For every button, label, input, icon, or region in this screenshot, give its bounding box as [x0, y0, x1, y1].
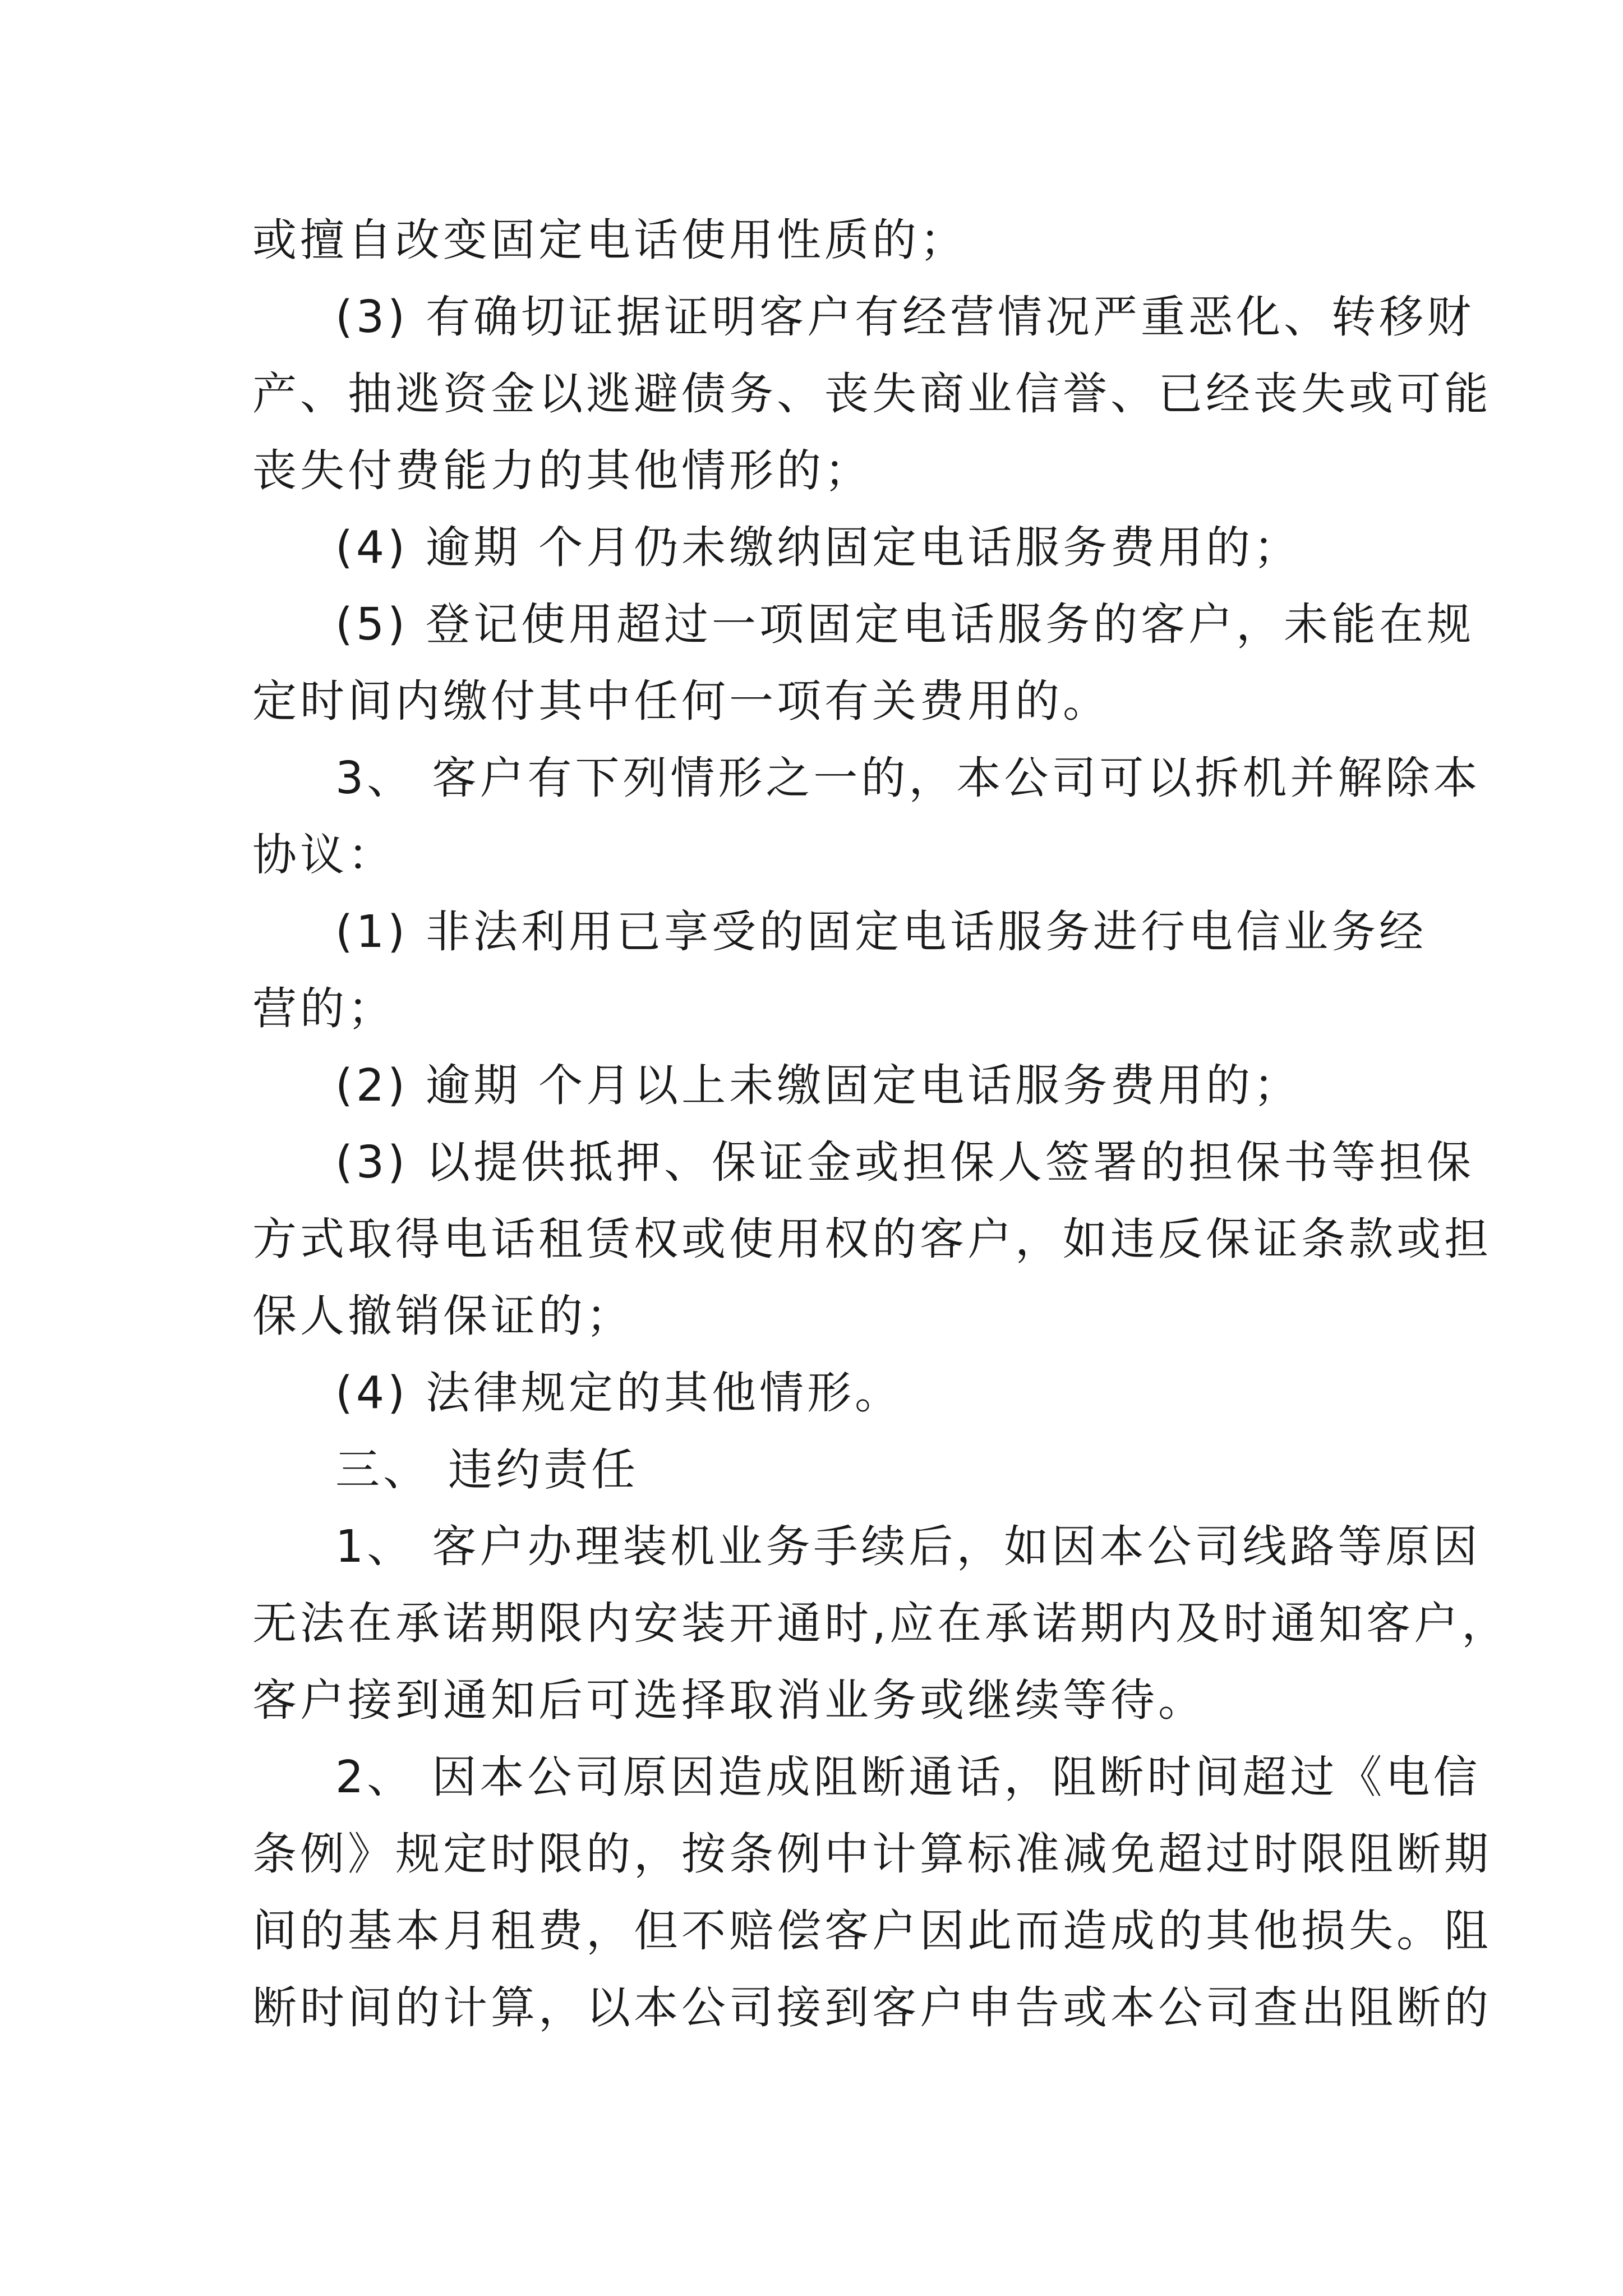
text-line: 客户接到通知后可选择取消业务或继续等待。: [252, 1674, 1206, 1726]
text-line: (5) 登记使用超过一项固定电话服务的客户，未能在规: [335, 599, 1475, 650]
text-line: 2、 因本公司原因造成阻断通话，阻断时间超过《电信: [335, 1751, 1481, 1803]
text-line: 断时间的计算，以本公司接到客户申告或本公司查出阻断的: [252, 1982, 1492, 2033]
text-line: (4) 逾期 个月仍未缴纳固定电话服务费用的；: [335, 522, 1302, 573]
text-line: (3) 有确切证据证明客户有经营情况严重恶化、转移财: [335, 291, 1475, 343]
text-line: 条例》规定时限的，按条例中计算标准减免超过时限阻断期: [252, 1828, 1492, 1880]
text-line: 或擅自改变固定电话使用性质的；: [252, 214, 967, 266]
document-body: [252, 202, 1510, 2046]
text-line: (1) 非法利用已享受的固定电话服务进行电信业务经: [335, 906, 1427, 958]
text-line: 1、 客户办理装机业务手续后，如因本公司线路等原因: [335, 1521, 1481, 1572]
text-line: (3) 以提供抵押、保证金或担保人签署的担保书等担保: [335, 1137, 1475, 1188]
text-line: 方式取得电话租赁权或使用权的客户，如违反保证条款或担: [252, 1213, 1492, 1265]
text-line: 间的基本月租费，但不赔偿客户因此而造成的其他损失。阻: [252, 1905, 1492, 1957]
text-line: 丧失付费能力的其他情形的；: [252, 445, 872, 496]
text-line: 产、抽逃资金以逃避债务、丧失商业信誉、已经丧失或可能: [252, 368, 1492, 420]
text-line: 保人撤销保证的；: [252, 1290, 634, 1342]
text-line: (4) 法律规定的其他情形。: [335, 1367, 903, 1419]
text-line: (2) 逾期 个月以上未缴固定电话服务费用的；: [335, 1060, 1302, 1111]
section-heading: 三、 违约责任: [335, 1444, 639, 1496]
text-line: 无法在承诺期限内安装开通时,应在承诺期内及时通知客户，: [252, 1598, 1510, 1649]
text-line: 定时间内缴付其中任何一项有关费用的。: [252, 675, 1110, 727]
text-line: 营的；: [252, 983, 395, 1034]
text-line: 协议：: [252, 829, 395, 881]
text-line: 3、 客户有下列情形之一的，本公司可以拆机并解除本: [335, 752, 1481, 804]
